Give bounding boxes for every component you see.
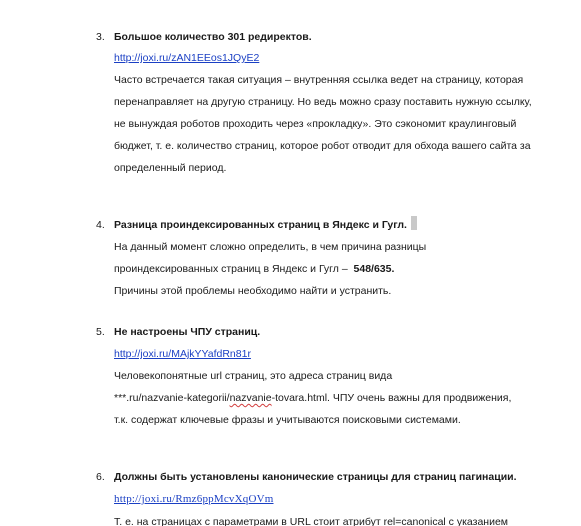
item-number: 4.	[96, 219, 105, 231]
item-number: 5.	[96, 326, 105, 338]
paragraph-line: перенаправляет на другую страницу. Но ведь можно сразу поставить нужную ссылку,	[114, 96, 532, 108]
list-item	[96, 467, 566, 526]
paragraph-line: Человекопонятные url страниц, это адреса страниц вида	[114, 370, 393, 382]
item-title: Должны быть установлены канонические страницы для страниц пагинации.	[114, 471, 517, 483]
item-number: 3.	[96, 31, 105, 43]
item-number: 6.	[96, 471, 105, 483]
url-prefix: ***.ru/nazvanie-kategorii/	[114, 392, 230, 404]
url-suffix: -tovara.html. ЧПУ очень важны для продвижения,	[271, 392, 512, 404]
paragraph-line-with-count	[114, 259, 394, 280]
paragraph-line: бюджет, т. е. количество страниц, которое робот отводит для обхода вашего сайта за	[114, 140, 531, 152]
text-cursor	[411, 216, 417, 230]
item-link[interactable]: http://joxi.ru/MAjkYYafdRn81r	[114, 348, 251, 360]
list-item	[96, 215, 566, 305]
list-item	[96, 27, 566, 187]
item-title: Разница проиндексированных страниц в Яндекс и Гугл.	[114, 219, 407, 231]
paragraph-line: Причины этой проблемы необходимо найти и устранить.	[114, 285, 392, 297]
item-title: Большое количество 301 редиректов.	[114, 31, 312, 43]
paragraph-line: определенный период.	[114, 162, 227, 174]
paragraph-line: Часто встречается такая ситуация – внутренняя ссылка ведет на страницу, которая	[114, 74, 524, 86]
paragraph-line: т.к. содержат ключевые фразы и учитываются поисковыми системами.	[114, 414, 461, 426]
paragraph-line-with-url	[114, 388, 511, 409]
item-title-wrap	[114, 215, 417, 236]
item-link[interactable]: http://joxi.ru/Rmz6ppMcvXqOVm	[114, 493, 274, 505]
item-title: Не настроены ЧПУ страниц.	[114, 326, 261, 338]
paragraph-line: На данный момент сложно определить, в чем причина разницы	[114, 241, 427, 253]
list-item	[96, 322, 566, 432]
paragraph-line: Т. е. на страницах с параметрами в URL стоит атрибут rel=canonical с указанием	[114, 516, 509, 526]
paragraph-text: проиндексированных страниц в Яндекс и Гугл –	[114, 263, 348, 275]
spellcheck-word: nazvanie	[229, 392, 272, 404]
item-link[interactable]: http://joxi.ru/zAN1EEos1JQyE2	[114, 52, 260, 64]
paragraph-line: не вынуждая роботов проходить через «прокладку». Это сэкономит краулинговый	[114, 118, 517, 130]
indexed-count: 548/635.	[353, 263, 395, 275]
